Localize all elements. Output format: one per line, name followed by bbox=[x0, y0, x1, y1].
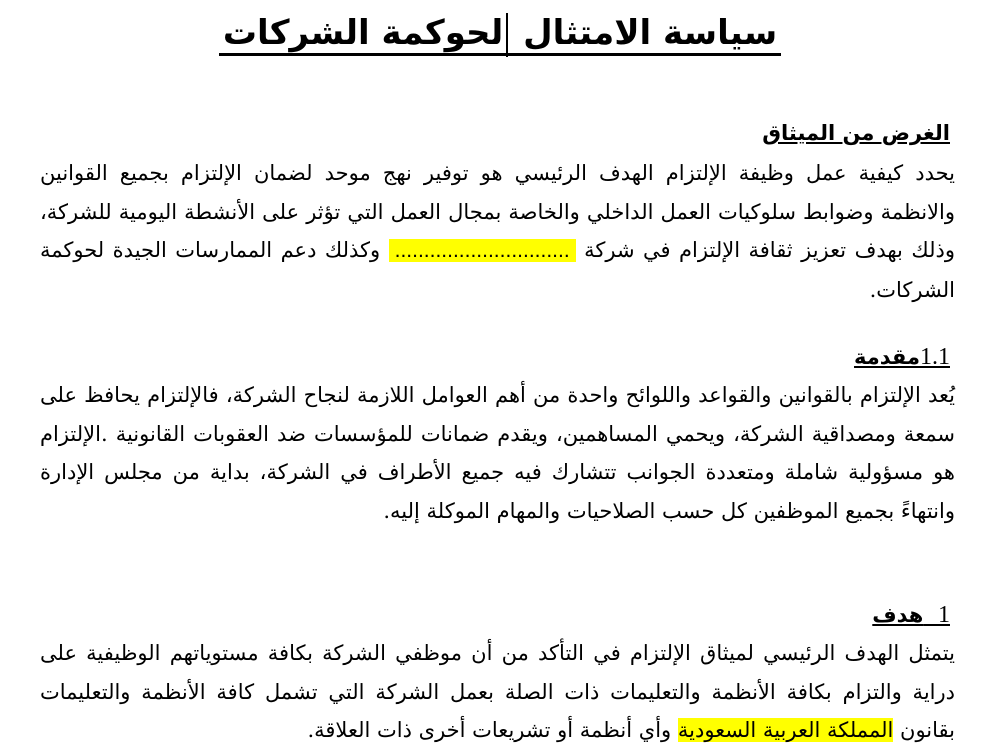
document-title bbox=[0, 8, 1000, 58]
purpose-heading: الغرض من الميثاق bbox=[762, 121, 950, 145]
intro-heading: 1.1مقدمة bbox=[854, 344, 950, 370]
highlighted-country: المملكة العربية السعودية bbox=[677, 718, 894, 742]
goal-heading: 1 هدف bbox=[872, 602, 950, 628]
intro-number: 1.1 bbox=[920, 344, 950, 370]
company-name-placeholder[interactable]: .............................. bbox=[389, 239, 576, 262]
purpose-paragraph[interactable]: يحدد كيفية عمل وظيفة الإلتزام الهدف الرئيسي هو توفير نهج موحد لضمان الإلتزام بجميع القوانين والانظمة وضوابط سلوكيات العمل الداخلي والخاصة بمجال العمل التي تؤثر على الأنشطة اليومية للشركة، وذلك بهدف تعزيز ثقافة الإلتزام في شركة .............................. وكذلك دعم الممارسات الجيدة لحوكمة الشركات. bbox=[40, 161, 955, 302]
title-text[interactable]: سياسة الامتثال لحوكمة الشركات bbox=[219, 13, 781, 56]
text-cursor bbox=[506, 13, 508, 57]
goal-paragraph[interactable]: يتمثل الهدف الرئيسي لميثاق الإلتزام في التأكد من أن موظفي الشركة بكافة مستوياتهم الوظيفية على دراية والتزام بكافة الأنظمة والتعليمات ذات الصلة بعمل الشركة التي تشمل كافة الأنظمة والتعليمات بقانون المملكة العربية السعودية وأي أنظمة أو تشريعات أخرى ذات العلاقة. bbox=[40, 641, 955, 742]
goal-number: 1 bbox=[938, 602, 950, 628]
intro-paragraph[interactable]: يُعد الإلتزام بالقوانين والقواعد واللوائح واحدة من أهم العوامل اللازمة لنجاح الشركة، فالإلتزام يحافظ على سمعة ومصداقية الشركة، ويحمي المساهمين، ويقدم ضمانات للمؤسسات ضد العقوبات القانونية .الإلتزام هو مسؤولية شاملة ومتعددة الجوانب تتشارك فيه جميع الأطراف في الشركة، بداية من مجلس الإدارة وانتهاءً بجميع الموظفين كل حسب الصلاحيات والمهام الموكلة إليه. bbox=[40, 383, 955, 523]
